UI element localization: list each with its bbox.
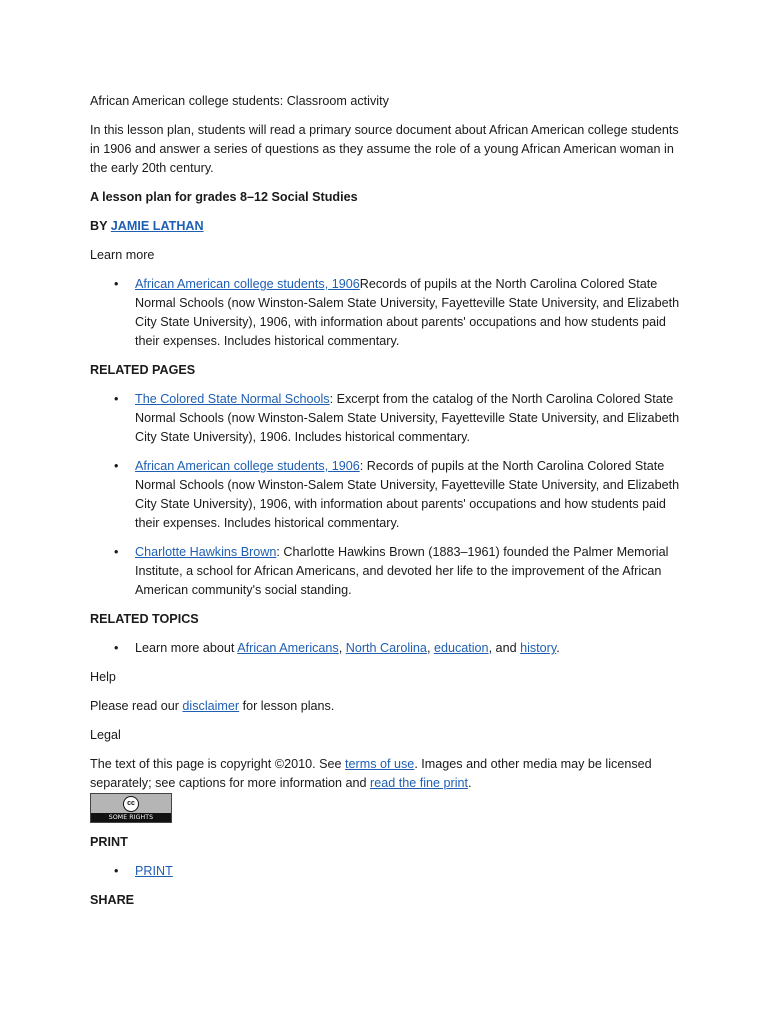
list-item bbox=[90, 275, 690, 351]
print-list bbox=[90, 862, 690, 881]
bullet-icon: • bbox=[114, 864, 119, 878]
bullet-icon: • bbox=[114, 641, 119, 655]
intro-paragraph: In this lesson plan, students will read a primary source document about African American college students in 1906 and answer a series of questions as they assume the role of a young African American woman in the early 20th century. bbox=[90, 123, 679, 175]
list-item bbox=[90, 457, 690, 533]
list-item-text: : Records of pupils at the North Carolina Colored State Normal Schools (now Winston-Salem State University, Fayetteville State University, and Elizabeth City State University), 1906, with information about parents' occupations and how students paid their expenses. Includes historical commentary. bbox=[135, 459, 680, 530]
topic-separator: , bbox=[338, 641, 346, 655]
print-link[interactable]: PRINT bbox=[135, 864, 173, 878]
list-item bbox=[90, 543, 690, 600]
bullet-icon: • bbox=[114, 545, 119, 559]
related-page-link[interactable]: The Colored State Normal Schools bbox=[135, 392, 330, 406]
related-pages-list bbox=[90, 390, 690, 600]
help-heading: Help bbox=[90, 670, 116, 684]
topics-prefix: Learn more about bbox=[135, 641, 238, 655]
fine-print-link[interactable]: read the fine print bbox=[370, 776, 469, 790]
creative-commons-badge[interactable] bbox=[90, 793, 172, 830]
related-topics-heading: RELATED TOPICS bbox=[90, 612, 199, 626]
list-item bbox=[90, 862, 690, 881]
topic-link-african-americans[interactable]: African Americans bbox=[237, 641, 339, 655]
list-item-text: : Charlotte Hawkins Brown (1883–1961) founded the Palmer Memorial Institute, a school for African Americans, and devoted her life to the improvement of the African American community's social standing. bbox=[135, 545, 669, 597]
learn-more-link[interactable]: African American college students, 1906 bbox=[135, 277, 360, 291]
cc-badge-label: SOME RIGHTS RESERVED bbox=[91, 813, 171, 822]
legal-heading: Legal bbox=[90, 728, 121, 742]
bullet-icon: • bbox=[114, 392, 119, 406]
topic-link-education[interactable]: education bbox=[433, 641, 489, 655]
related-page-link[interactable]: Charlotte Hawkins Brown bbox=[135, 545, 277, 559]
disclaimer-link[interactable]: disclaimer bbox=[182, 699, 240, 713]
byline-prefix: BY bbox=[90, 219, 111, 233]
legal-text: . bbox=[468, 776, 472, 790]
lesson-page bbox=[90, 92, 690, 920]
topic-suffix: . bbox=[556, 641, 560, 655]
related-pages-heading: RELATED PAGES bbox=[90, 363, 196, 377]
byline bbox=[90, 217, 690, 236]
bullet-icon: • bbox=[114, 277, 119, 291]
list-item bbox=[90, 390, 690, 447]
list-item bbox=[90, 639, 690, 658]
help-prefix: Please read our bbox=[90, 699, 183, 713]
topic-separator: , and bbox=[488, 641, 521, 655]
legal-text: . Images and other media may be licensed separately; see captions for more information and bbox=[90, 757, 652, 790]
list-item-text: : Excerpt from the catalog of the North Carolina Colored State Normal Schools (now Winston-Salem State University, Fayetteville State University, and Elizabeth City State University), 1906. Includes historical commentary. bbox=[135, 392, 680, 444]
cc-icon: cc bbox=[123, 796, 139, 812]
print-heading: PRINT bbox=[90, 835, 128, 849]
learn-more-heading: Learn more bbox=[90, 248, 155, 262]
related-topics-list bbox=[90, 639, 690, 658]
bullet-icon: • bbox=[114, 459, 119, 473]
topic-separator: , bbox=[426, 641, 434, 655]
help-suffix: for lesson plans. bbox=[239, 699, 335, 713]
author-link[interactable]: JAMIE LATHAN bbox=[110, 219, 204, 233]
terms-of-use-link[interactable]: terms of use bbox=[345, 757, 415, 771]
page-title: African American college students: Classroom activity bbox=[90, 94, 389, 108]
legal-text: The text of this page is copyright ©2010. See bbox=[90, 757, 346, 771]
topic-link-history[interactable]: history bbox=[520, 641, 557, 655]
topic-link-north-carolina[interactable]: North Carolina bbox=[345, 641, 427, 655]
related-page-link[interactable]: African American college students, 1906 bbox=[135, 459, 360, 473]
learn-more-list bbox=[90, 275, 690, 351]
list-item-text: Records of pupils at the North Carolina Colored State Normal Schools (now Winston-Salem State University, Fayetteville State University, and Elizabeth City State University), 1906, with information about parents' occupations and how students paid their expenses. Includes historical commentary. bbox=[135, 277, 680, 348]
share-heading: SHARE bbox=[90, 893, 135, 907]
legal-paragraph bbox=[90, 755, 690, 793]
subtitle: A lesson plan for grades 8–12 Social Studies bbox=[90, 190, 358, 204]
help-paragraph bbox=[90, 697, 690, 716]
